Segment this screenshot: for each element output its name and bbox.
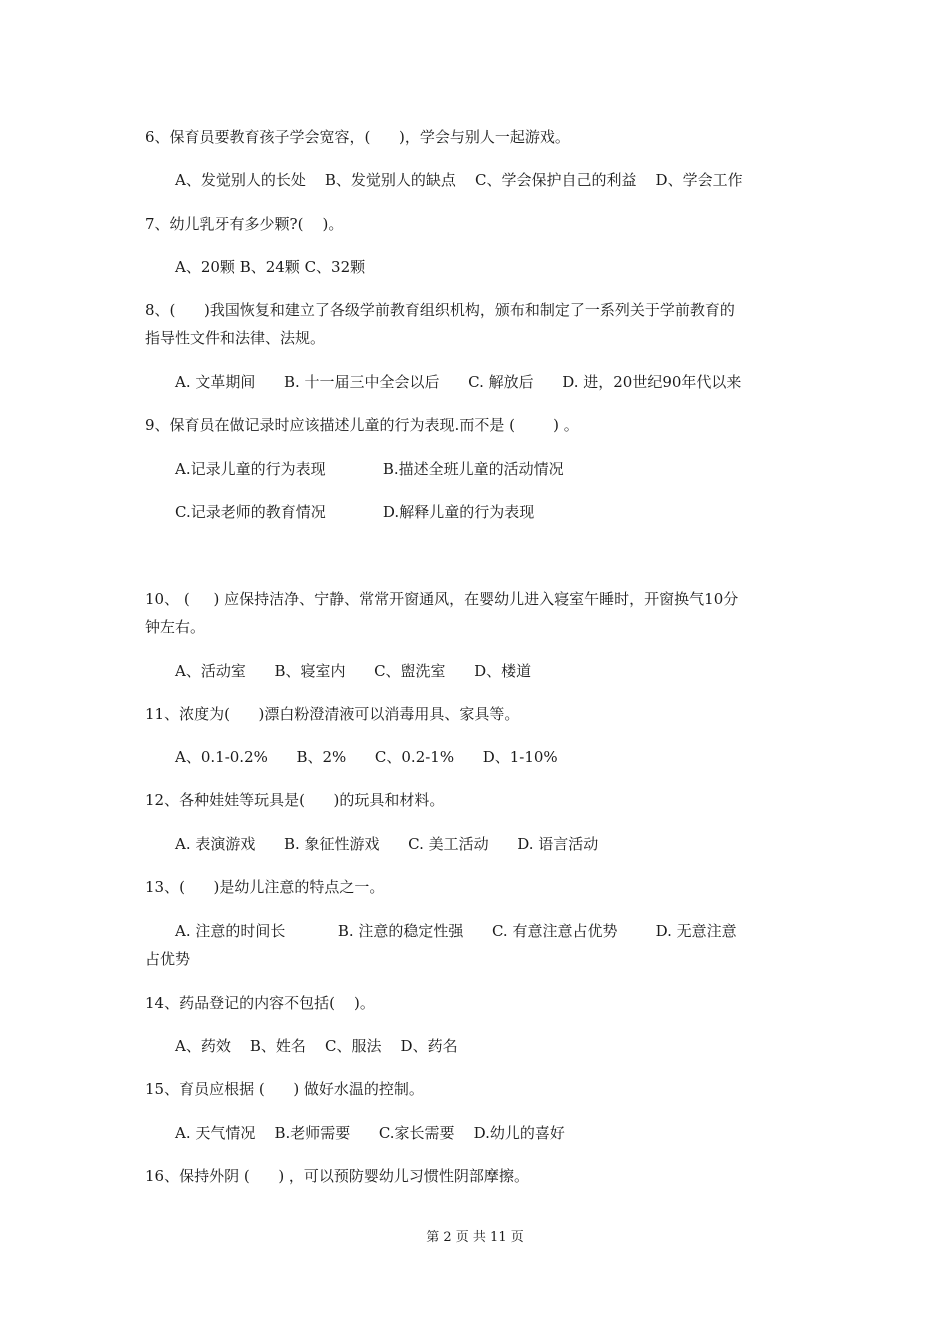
question-14-options: A、药效 B、姓名 C、服法 D、药名 <box>175 1037 458 1055</box>
question-13-options-continued: 占优势 <box>145 950 191 968</box>
question-13: 13、( )是幼儿注意的特点之一。 <box>145 878 385 896</box>
question-15-options: A. 天气情况 B.老师需要 C.家长需要 D.幼儿的喜好 <box>175 1124 565 1142</box>
question-7-options: A、20颗 B、24颗 C、32颗 <box>175 258 366 276</box>
question-12-options: A. 表演游戏 B. 象征性游戏 C. 美工活动 D. 语言活动 <box>175 835 599 853</box>
question-10: 10、 ( ) 应保持洁净、宁静、常常开窗通风，在婴幼儿进入寝室午睡时，开窗换气10分 <box>145 590 739 608</box>
question-15: 15、育员应根据 ( ) 做好水温的控制。 <box>145 1080 424 1098</box>
question-13-options: A. 注意的时间长 B. 注意的稳定性强 C. 有意注意占优势 D. 无意注意 <box>175 922 737 940</box>
question-6: 6、保育员要教育孩子学会宽容，( )，学会与别人一起游戏。 <box>145 128 570 146</box>
question-8-continued: 指导性文件和法律、法规。 <box>145 329 326 347</box>
question-8: 8、( )我国恢复和建立了各级学前教育组织机构，颁布和制定了一系列关于学前教育的 <box>145 301 735 319</box>
question-14: 14、药品登记的内容不包括( )。 <box>145 994 375 1012</box>
question-6-options: A、发觉别人的长处 B、发觉别人的缺点 C、学会保护自己的利益 D、学会工作 <box>175 171 743 189</box>
question-10-continued: 钟左右。 <box>145 618 206 636</box>
question-11-options: A、0.1-0.2% B、2% C、0.2-1% D、1-10% <box>175 748 558 766</box>
question-10-options: A、活动室 B、寝室内 C、盥洗室 D、楼道 <box>175 662 532 680</box>
question-7: 7、幼儿乳牙有多少颗?( )。 <box>145 215 344 233</box>
page-footer: 第 2 页 共 11 页 <box>426 1230 524 1245</box>
question-9: 9、保育员在做记录时应该描述儿童的行为表现.而不是 ( ) 。 <box>145 416 579 434</box>
question-8-options: A. 文革期间 B. 十一届三中全会以后 C. 解放后 D. 进，20世纪90年代以来 <box>175 373 742 391</box>
question-16: 16、保持外阴 ( ) ，可以预防婴幼儿习惯性阴部摩擦。 <box>145 1167 529 1185</box>
question-12: 12、各种娃娃等玩具是( )的玩具和材料。 <box>145 791 445 809</box>
question-9-options-ab: A.记录儿童的行为表现 B.描述全班儿童的活动情况 <box>175 460 564 478</box>
question-9-options-cd: C.记录老师的教育情况 D.解释儿童的行为表现 <box>175 503 535 521</box>
question-11: 11、浓度为( )漂白粉澄清液可以消毒用具、家具等。 <box>145 705 520 723</box>
